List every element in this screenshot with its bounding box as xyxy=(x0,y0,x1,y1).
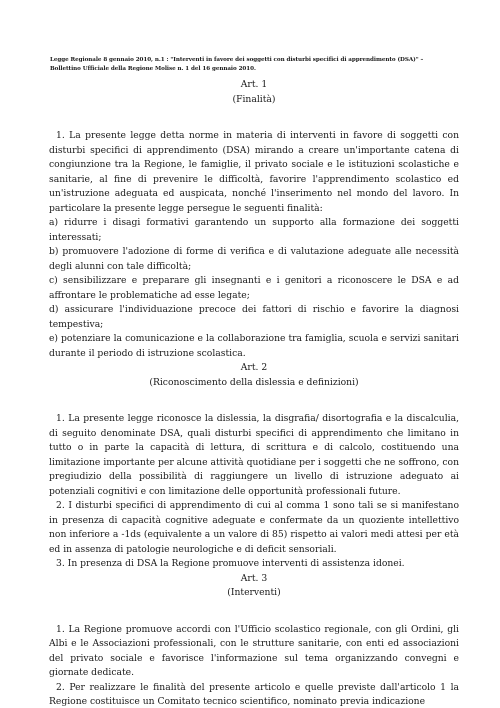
art1-subheading: (Finalità) xyxy=(232,93,276,105)
art2-heading: Art. 2 xyxy=(240,362,268,373)
document-header xyxy=(50,56,460,74)
spacer xyxy=(49,601,459,623)
art2-paragraph-3: 3. In presenza di DSA la Regione promuove interventi di assistenza idonei. xyxy=(56,558,405,569)
art1-heading: Art. 1 xyxy=(240,79,268,90)
art1-item-d: d) assicurare l'individuazione precoce dei fattori di rischio e favorire la diagnosi tempestiva; xyxy=(49,304,459,330)
header-line-1: Legge Regionale 8 gennaio 2010, n.1 : "Interventi in favore dei soggetti con disturbi specifici di apprendimento (DSA)" – xyxy=(50,57,424,63)
art1-item-b: b) promuovere l'adozione di forme di verifica e di valutazione adeguate alle necessità degli alunni con tale difficoltà; xyxy=(49,246,459,272)
spacer xyxy=(49,107,459,129)
art3-paragraph-2: 2. Per realizzare le finalità del presente articolo e quelle previste dall'articolo 1 la Regione costituisce un Comitato tecnico scientifico, nominato previa indicazione xyxy=(49,681,459,707)
art1-item-a: a) ridurre i disagi formativi garantendo un supporto alla formazione dei soggetti interessati; xyxy=(49,217,459,243)
art2-paragraph-1: 1. La presente legge riconosce la dislessia, la disgrafia/ disortografia e la discalculia, di seguito denominate DSA, quali disturbi specifici di apprendimento che limitano in tutto o in parte la capacità di lettura, di scrittura e di calcolo, costituendo una limitazione importante per alcune attività quotidiane per i soggetti che ne soffrono, con pregiudizio della possibilità di raggiungere un livello di istruzione adeguato ai potenziali cognitivi e con limitazione delle opportunità professionali future. xyxy=(49,413,459,497)
art3-heading: Art. 3 xyxy=(240,572,268,584)
document-body xyxy=(49,78,459,708)
header-line-2: Bollettino Ufficiale della Regione Molise n. 1 del 16 gennaio 2010. xyxy=(50,66,256,72)
art3-subheading: (Interventi) xyxy=(227,587,281,598)
spacer xyxy=(49,390,459,412)
art1-intro: 1. La presente legge detta norme in materia di interventi in favore di soggetti con disturbi specifici di apprendimento (DSA) mirando a creare un'importante catena di congiunzione tra la Regione, le famiglie, il privato sociale e le istituzioni scolastiche e sanitarie, al fine di prevenire le difficoltà, favorire l'apprendimento scolastico ed un'istruzione adeguata ed auspicata, nonché l'inserimento nel mondo del lavoro. In particolare la presente legge persegue le seguenti finalità: xyxy=(49,130,459,214)
art2-subheading: (Riconoscimento della dislessia e definizioni) xyxy=(149,376,359,388)
art1-item-e: e) potenziare la comunicazione e la collaborazione tra famiglia, scuola e servizi sanitari durante il periodo di istruzione scolastica. xyxy=(49,333,459,359)
art1-item-c: c) sensibilizzare e preparare gli insegnanti e i genitori a riconoscere le DSA e ad affrontare le problematiche ad esse legate; xyxy=(49,275,459,301)
art2-paragraph-2: 2. I disturbi specifici di apprendimento di cui al comma 1 sono tali se si manifestano in presenza di capacità cognitive adeguate e confermate da un quoziente intellettivo non inferiore a -1ds (equivalente a un valore di 85) rispetto ai valori medi attesi per età ed in assenza di patologie neurologiche e di deficit sensoriali. xyxy=(49,500,459,555)
art3-paragraph-1: 1. La Regione promuove accordi con l'Ufficio scolastico regionale, con gli Ordini, gli Albi e le Associazioni professionali, con le strutture sanitarie, con enti ed associazioni del privato sociale e favorisce l'informazione sul tema organizzando convegni e giornate dedicate. xyxy=(49,623,459,678)
